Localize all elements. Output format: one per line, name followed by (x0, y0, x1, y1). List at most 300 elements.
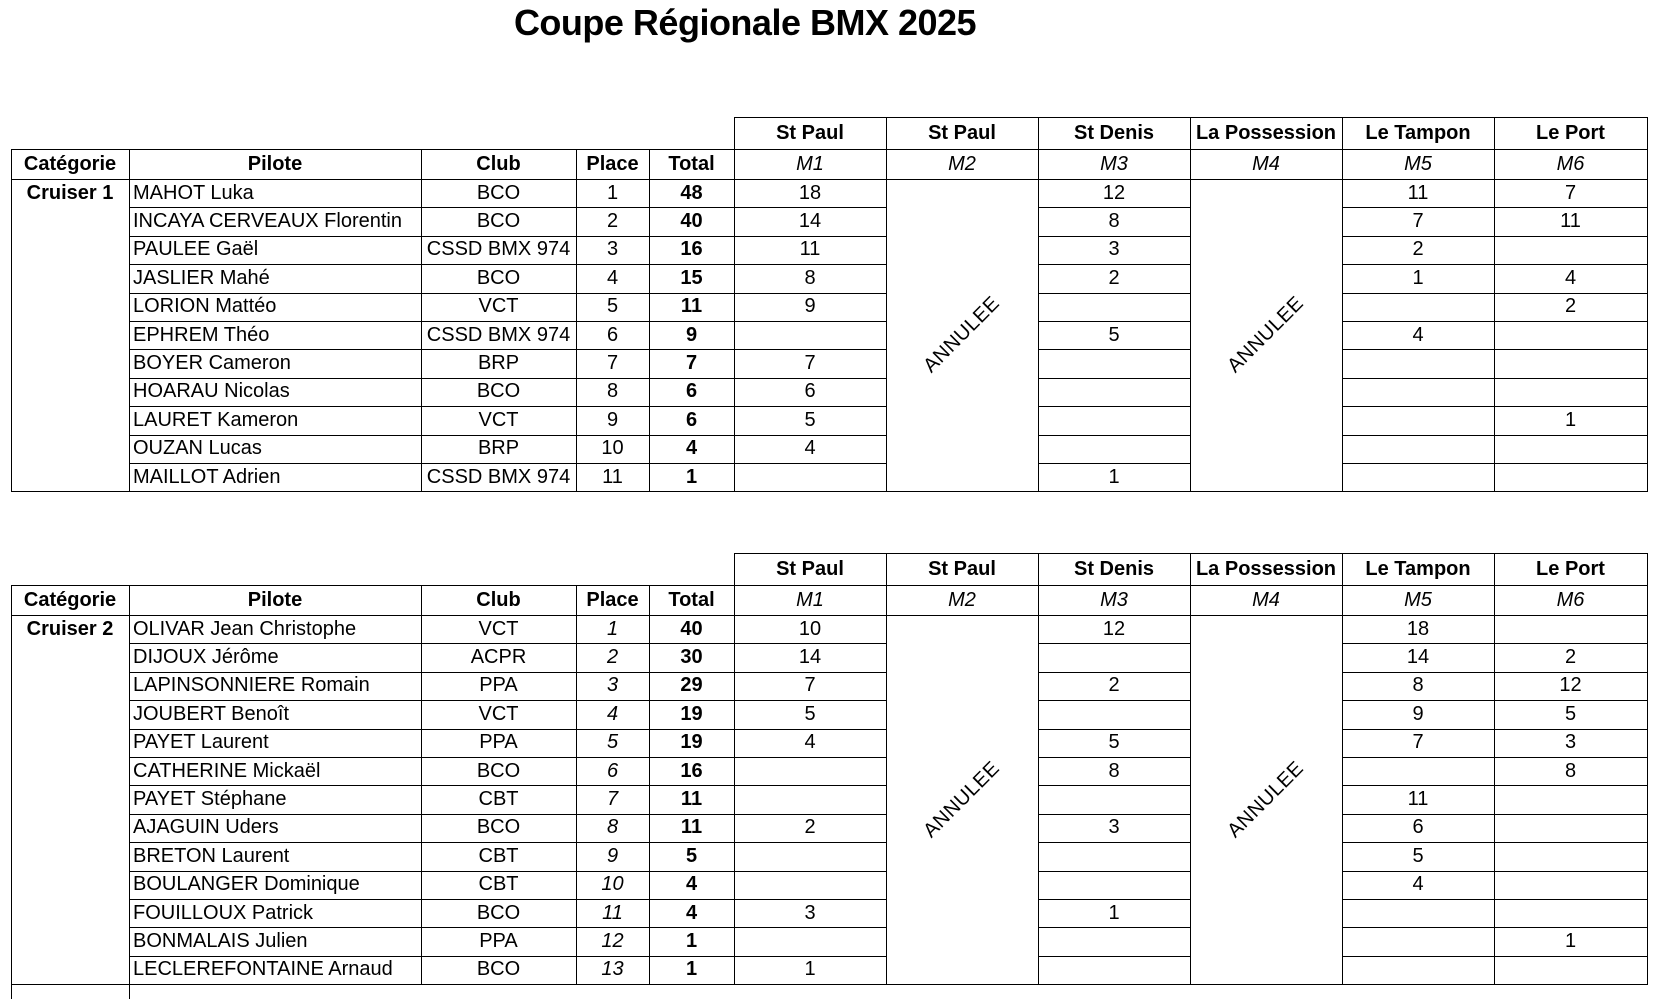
header-top-border (734, 117, 1648, 118)
page-title: Coupe Régionale BMX 2025 (513, 2, 977, 43)
column-border (11, 585, 12, 985)
column-border (1038, 553, 1039, 985)
score-m3: 2 (1108, 266, 1120, 289)
event-venue-header: Le Tampon (1365, 557, 1471, 580)
score-m6 (1494, 236, 1647, 264)
total-value: 30 (680, 646, 703, 669)
row-separator (1342, 378, 1648, 379)
row-separator (129, 814, 887, 815)
row-separator (1038, 956, 1191, 957)
event-code-header: M1 (796, 152, 824, 175)
score-m6 (1494, 785, 1647, 813)
score-m5: 5 (1412, 844, 1424, 867)
column-header-categorie: Catégorie (23, 152, 117, 175)
row-separator (129, 463, 887, 464)
row-separator (1342, 842, 1648, 843)
club-name: VCT (478, 702, 519, 725)
place-value: 4 (606, 266, 619, 289)
event-code-header: M3 (1100, 152, 1128, 175)
place-value: 6 (606, 323, 619, 346)
pilot-name: JASLIER Mahé (133, 266, 270, 289)
column-border (1494, 553, 1495, 985)
score-m5: 7 (1412, 210, 1424, 233)
score-m1: 11 (799, 238, 821, 261)
event-venue-header: St Paul (928, 557, 996, 580)
total-value: 16 (680, 238, 703, 261)
row-separator (1038, 672, 1191, 673)
total-value: 40 (680, 210, 703, 233)
club-name: BCO (476, 816, 521, 839)
column-border (576, 585, 577, 985)
score-m5 (1342, 757, 1494, 785)
place-value: 11 (602, 901, 623, 924)
score-m6: 5 (1564, 702, 1577, 725)
pilot-name: MAHOT Luka (133, 181, 254, 204)
place-value: 9 (606, 844, 619, 867)
total-value: 29 (680, 674, 703, 697)
score-m6 (1494, 435, 1647, 463)
row-separator (1342, 236, 1648, 237)
score-m1 (734, 871, 886, 899)
total-value: 1 (685, 465, 698, 488)
place-value: 10 (601, 873, 624, 896)
pilot-name: DIJOUX Jérôme (133, 646, 279, 669)
score-m6: 3 (1564, 731, 1577, 754)
score-m1 (734, 842, 886, 870)
row-separator (129, 956, 887, 957)
pilot-name: JOUBERT Benoît (133, 702, 289, 725)
pilot-name: BOYER Cameron (133, 352, 291, 375)
score-m5 (1342, 899, 1494, 927)
total-value: 4 (685, 437, 698, 460)
row-separator (129, 729, 887, 730)
score-m6: 7 (1564, 181, 1577, 204)
total-value: 1 (685, 930, 698, 953)
score-m5 (1342, 463, 1494, 491)
score-m1: 3 (804, 901, 816, 924)
row-separator (1342, 956, 1648, 957)
score-m5: 6 (1412, 816, 1424, 839)
score-m1: 14 (798, 210, 822, 233)
score-m3: 12 (1102, 181, 1126, 204)
cruiser-1-table (11, 117, 1658, 497)
place-value: 1 (606, 617, 619, 640)
row-separator (1038, 814, 1191, 815)
score-m6 (1494, 814, 1647, 842)
row-separator (1038, 264, 1191, 265)
score-m1 (734, 927, 886, 955)
column-border (1494, 117, 1495, 492)
cruiser-2-table (11, 553, 1658, 1000)
column-header-place: Place (586, 588, 639, 611)
club-name: PPA (479, 674, 518, 697)
place-value: 3 (606, 674, 619, 697)
column-border (421, 149, 422, 492)
place-value: 8 (606, 380, 619, 403)
total-value: 48 (680, 181, 703, 204)
event-code-header: M4 (1252, 152, 1280, 175)
club-name: PPA (479, 930, 518, 953)
score-m6: 1 (1564, 930, 1577, 953)
place-value: 8 (606, 816, 619, 839)
row-separator (1342, 871, 1648, 872)
cancelled-label: ANNULEE (1223, 756, 1309, 842)
row-separator (1342, 349, 1648, 350)
place-value: 7 (606, 788, 619, 811)
place-value: 7 (606, 352, 619, 375)
score-m5 (1342, 406, 1494, 434)
score-m5: 11 (1407, 181, 1429, 204)
row-separator (1038, 463, 1191, 464)
club-name: ACPR (470, 646, 527, 669)
score-m3: 1 (1108, 465, 1120, 488)
score-m3: 3 (1108, 816, 1120, 839)
score-m6 (1494, 842, 1647, 870)
row-separator (129, 842, 887, 843)
row-separator (1342, 435, 1648, 436)
row-separator (1342, 700, 1648, 701)
score-m3: 8 (1108, 759, 1120, 782)
row-separator (129, 643, 887, 644)
score-m6 (1494, 871, 1647, 899)
event-venue-header: La Possession (1195, 557, 1337, 580)
place-value: 2 (606, 646, 619, 669)
score-m5: 11 (1407, 788, 1429, 811)
score-m3: 5 (1108, 731, 1120, 754)
row-separator (1342, 729, 1648, 730)
score-m1: 7 (804, 352, 816, 375)
score-m6: 12 (1559, 674, 1582, 697)
club-name: CSSD BMX 974 (426, 238, 571, 261)
score-m1: 2 (804, 816, 816, 839)
score-m1: 7 (804, 674, 816, 697)
total-value: 11 (680, 295, 703, 318)
place-value: 5 (606, 731, 619, 754)
score-m3 (1038, 956, 1190, 984)
club-name: BCO (476, 901, 521, 924)
score-m1: 9 (804, 295, 816, 318)
column-header-pilote: Pilote (247, 588, 303, 611)
event-code-header: M2 (948, 588, 976, 611)
row-separator (1342, 643, 1648, 644)
club-name: CSSD BMX 974 (426, 323, 571, 346)
event-code-header: M5 (1404, 588, 1432, 611)
score-m3 (1038, 842, 1190, 870)
column-border (649, 149, 650, 492)
score-m5 (1342, 349, 1494, 377)
row-separator (1038, 871, 1191, 872)
row-separator (1342, 321, 1648, 322)
row-separator (1038, 406, 1191, 407)
row-separator (1038, 785, 1191, 786)
score-m3: 1 (1108, 901, 1120, 924)
pilot-name: HOARAU Nicolas (133, 380, 290, 403)
club-name: CBT (478, 844, 519, 867)
pilot-name: OLIVAR Jean Christophe (133, 617, 357, 640)
total-value: 40 (680, 617, 703, 640)
subheader-top-border (11, 585, 1648, 586)
score-m1: 18 (798, 181, 822, 204)
row-separator (129, 378, 887, 379)
event-venue-header: St Paul (928, 121, 996, 144)
column-border (886, 553, 887, 985)
row-separator (1038, 729, 1191, 730)
event-venue-header: Le Port (1536, 557, 1605, 580)
score-m3: 8 (1108, 210, 1120, 233)
column-border (11, 149, 12, 492)
row-separator (1038, 899, 1191, 900)
score-m5: 7 (1412, 731, 1424, 754)
cancelled-label: ANNULEE (919, 292, 1005, 378)
row-separator (1342, 406, 1648, 407)
score-m3 (1038, 378, 1190, 406)
grid-line (129, 984, 130, 999)
score-m5: 4 (1412, 323, 1424, 346)
row-separator (1342, 264, 1648, 265)
category-label: Cruiser 1 (26, 181, 114, 204)
row-separator (1038, 378, 1191, 379)
column-border (886, 117, 887, 492)
place-value: 2 (606, 210, 619, 233)
event-code-header: M6 (1556, 588, 1585, 611)
total-value: 9 (685, 323, 698, 346)
score-m6 (1494, 956, 1647, 984)
pilot-name: LAURET Kameron (133, 408, 299, 431)
column-border (129, 585, 130, 985)
place-value: 9 (606, 408, 619, 431)
club-name: BRP (477, 352, 520, 375)
row-separator (1038, 321, 1191, 322)
score-m6 (1494, 378, 1647, 406)
column-border (734, 117, 735, 492)
club-name: CBT (478, 873, 519, 896)
event-venue-header: La Possession (1195, 121, 1337, 144)
row-separator (1342, 814, 1648, 815)
score-m6 (1494, 899, 1647, 927)
club-name: VCT (478, 408, 519, 431)
club-name: VCT (478, 617, 519, 640)
row-separator (129, 435, 887, 436)
row-separator (129, 293, 887, 294)
score-m5 (1342, 293, 1494, 321)
score-m5 (1342, 435, 1494, 463)
score-m3 (1038, 406, 1190, 434)
column-header-club: Club (476, 588, 521, 611)
row-separator (129, 406, 887, 407)
score-m5: 4 (1412, 873, 1424, 896)
score-m6: 11 (1560, 210, 1581, 233)
cancelled-label: ANNULEE (1223, 292, 1309, 378)
row-separator (1342, 207, 1648, 208)
place-value: 13 (601, 958, 624, 981)
place-value: 1 (606, 181, 619, 204)
score-m1: 10 (798, 617, 822, 640)
column-border (734, 553, 735, 985)
row-separator (1038, 643, 1191, 644)
row-separator (129, 349, 887, 350)
pilot-name: LAPINSONNIERE Romain (133, 674, 370, 697)
event-code-header: M1 (796, 588, 824, 611)
pilot-name: LECLEREFONTAINE Arnaud (133, 958, 393, 981)
event-venue-header: St Paul (776, 121, 844, 144)
column-border (129, 149, 130, 492)
score-m3: 3 (1108, 238, 1120, 261)
column-header-total: Total (668, 588, 715, 611)
event-code-header: M6 (1556, 152, 1585, 175)
score-m3 (1038, 927, 1190, 955)
pilot-name: PAYET Laurent (133, 731, 269, 754)
total-value: 4 (685, 873, 698, 896)
pilot-name: CATHERINE Mickaël (133, 759, 321, 782)
column-border (1342, 553, 1343, 985)
pilot-name: FOUILLOUX Patrick (133, 901, 314, 924)
score-m1: 8 (804, 266, 816, 289)
row-separator (129, 927, 887, 928)
column-border (1190, 553, 1191, 985)
category-label: Cruiser 2 (26, 617, 114, 640)
event-code-header: M2 (948, 152, 976, 175)
total-value: 4 (685, 901, 698, 924)
score-m6: 1 (1564, 408, 1577, 431)
club-name: CBT (478, 788, 519, 811)
total-value: 7 (685, 352, 698, 375)
column-header-place: Place (586, 152, 639, 175)
score-m5: 14 (1406, 646, 1430, 669)
pilot-name: OUZAN Lucas (133, 437, 262, 460)
score-m6 (1494, 615, 1647, 643)
score-m1: 6 (804, 380, 816, 403)
body-top-border (11, 615, 1648, 616)
row-separator (129, 871, 887, 872)
score-m1: 1 (804, 958, 816, 981)
event-code-header: M3 (1100, 588, 1128, 611)
score-m3 (1038, 293, 1190, 321)
score-m3: 2 (1108, 674, 1120, 697)
pilot-name: EPHREM Théo (133, 323, 270, 346)
row-separator (1038, 842, 1191, 843)
column-border (421, 585, 422, 985)
total-value: 6 (685, 408, 698, 431)
total-value: 1 (685, 958, 698, 981)
row-separator (129, 236, 887, 237)
row-separator (1038, 757, 1191, 758)
club-name: BCO (476, 181, 521, 204)
score-m3 (1038, 435, 1190, 463)
club-name: BCO (476, 380, 521, 403)
score-m3 (1038, 785, 1190, 813)
place-value: 6 (606, 759, 619, 782)
score-m1 (734, 757, 886, 785)
row-separator (1038, 435, 1191, 436)
score-m6 (1494, 321, 1647, 349)
pilot-name: BONMALAIS Julien (133, 930, 308, 953)
row-separator (1038, 700, 1191, 701)
score-m6: 2 (1564, 295, 1577, 318)
cancelled-label: ANNULEE (919, 756, 1005, 842)
row-separator (1038, 927, 1191, 928)
score-m1: 4 (804, 731, 816, 754)
place-value: 11 (602, 465, 623, 488)
score-m6 (1494, 349, 1647, 377)
column-header-pilote: Pilote (247, 152, 303, 175)
column-header-categorie: Catégorie (23, 588, 117, 611)
row-separator (1038, 293, 1191, 294)
score-m1: 5 (804, 702, 816, 725)
total-value: 19 (680, 702, 703, 725)
club-name: VCT (478, 295, 519, 318)
place-value: 4 (606, 702, 619, 725)
score-m1: 14 (798, 646, 822, 669)
score-m6 (1494, 463, 1647, 491)
score-m1 (734, 463, 886, 491)
club-name: BCO (476, 266, 521, 289)
column-header-total: Total (668, 152, 715, 175)
header-top-border (734, 553, 1648, 554)
score-m5: 18 (1406, 617, 1430, 640)
column-border (576, 149, 577, 492)
club-name: BRP (477, 437, 520, 460)
total-value: 6 (685, 380, 698, 403)
place-value: 12 (601, 930, 624, 953)
row-separator (129, 321, 887, 322)
total-value: 11 (680, 788, 703, 811)
row-separator (1342, 757, 1648, 758)
body-bottom-border (11, 984, 1648, 985)
column-header-club: Club (476, 152, 521, 175)
row-separator (129, 785, 887, 786)
club-name: CSSD BMX 974 (426, 465, 571, 488)
row-separator (129, 672, 887, 673)
score-m5: 2 (1412, 238, 1424, 261)
row-separator (1342, 293, 1648, 294)
place-value: 3 (606, 238, 619, 261)
column-border (1342, 117, 1343, 492)
club-name: BCO (476, 210, 521, 233)
column-border (1647, 117, 1648, 492)
score-m1 (734, 321, 886, 349)
pilot-name: PAULEE Gaël (133, 238, 259, 261)
club-name: PPA (479, 731, 518, 754)
row-separator (129, 757, 887, 758)
row-separator (1342, 899, 1648, 900)
pilot-name: PAYET Stéphane (133, 788, 287, 811)
score-m1 (734, 785, 886, 813)
row-separator (1038, 349, 1191, 350)
row-separator (1038, 236, 1191, 237)
score-m3: 12 (1102, 617, 1126, 640)
score-m1: 5 (804, 408, 816, 431)
score-m3 (1038, 700, 1190, 728)
body-bottom-border (11, 491, 1648, 492)
row-separator (1342, 463, 1648, 464)
row-separator (129, 207, 887, 208)
score-m3 (1038, 349, 1190, 377)
event-code-header: M5 (1404, 152, 1432, 175)
pilot-name: MAILLOT Adrien (133, 465, 281, 488)
row-separator (1038, 207, 1191, 208)
pilot-name: LORION Mattéo (133, 295, 277, 318)
total-value: 19 (680, 731, 703, 754)
grid-line (11, 984, 12, 999)
event-venue-header: St Paul (776, 557, 844, 580)
pilot-name: INCAYA CERVEAUX Florentin (133, 210, 402, 233)
event-code-header: M4 (1252, 588, 1280, 611)
column-border (1038, 117, 1039, 492)
row-separator (1342, 672, 1648, 673)
event-venue-header: St Denis (1073, 121, 1155, 144)
column-border (1190, 117, 1191, 492)
event-venue-header: St Denis (1073, 557, 1155, 580)
